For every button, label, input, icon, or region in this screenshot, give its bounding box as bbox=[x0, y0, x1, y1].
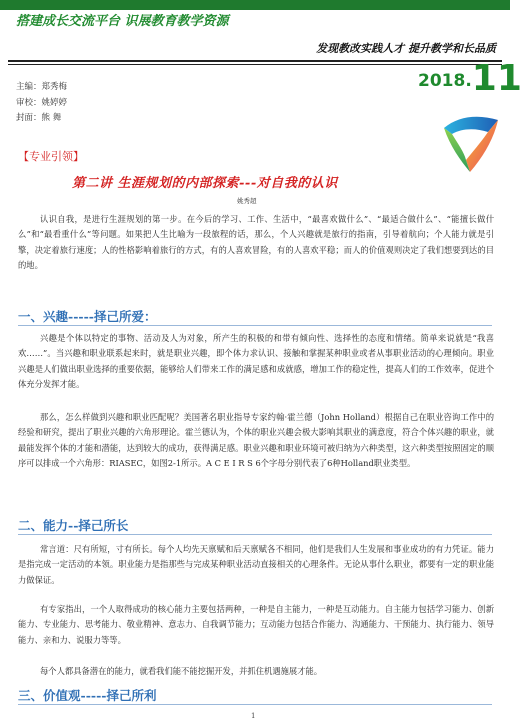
section-underline bbox=[18, 325, 492, 326]
section-heading-values: 三、价值观-----择己所利 bbox=[18, 688, 157, 703]
masthead-editor: 主编：郑秀梅 bbox=[16, 82, 68, 92]
section-heading-ability: 二、能力--择己所长 bbox=[18, 518, 129, 533]
issue-date bbox=[418, 58, 522, 99]
article-byline: 姚秀超 bbox=[237, 197, 257, 205]
intro-paragraph: 认识自我，是进行生涯规划的第一步。在今后的学习、工作、生活中，“最喜欢做什么”、“最适合做什么”、“能擅长做什么”和“最看重什么”等问题。如果把人生比喻为一段旅程的话，那么，个人兴趣就是旅行的指南，引导着航向；个人能力就是引擎，决定着旅行速度；人的性格影响着旅行的方式，有的人喜欢冒险，有的人喜欢平稳；而人的价值观则决定了我们想要到达的目的地。 bbox=[18, 214, 494, 270]
page-number: 1 bbox=[251, 712, 256, 720]
masthead-reviewer: 审校：姚婷婷 bbox=[16, 97, 68, 108]
body-paragraph: 每个人都具备潜在的能力，就看我们能不能挖掘开发，并抓住机遇施展才能。 bbox=[40, 666, 323, 676]
banner-green-bar bbox=[0, 0, 510, 10]
section-underline bbox=[18, 534, 492, 535]
masthead-cover: 封面：熊 舞 bbox=[16, 113, 62, 123]
body-paragraph: 常言道：尺有所短，寸有所长。每个人均先天禀赋和后天禀赋各不相同，他们是我们人生发展和事业成功的有力凭证。能力是指完成一定活动的本领。职业能力是指那些与完成某种职业活动直接相关的心理条件。无论从事什么职业，都要有一定的职业能力做保证。 bbox=[18, 544, 494, 585]
banner-title: 搭建成长交流平台 识展教育教学资源 bbox=[16, 14, 229, 29]
body-paragraph: 有专家指出，一个人取得成功的核心能力主要包括两种，一种是自主能力，一种是互动能力。自主能力包括学习能力、创新能力、专业能力、思考能力、敬业精神、意志力、自我调节能力；互动能力包括合作能力、沟通能力、干预能力、执行能力、领导能力、亲和力、说服力等等。 bbox=[18, 604, 494, 645]
section-underline bbox=[18, 704, 492, 705]
body-paragraph: 那么，怎么样做到兴趣和职业匹配呢？美国著名职业指导专家约翰·霍兰德（John Holland）根据自己在职业咨询工作中的经验和研究，提出了职业兴趣的六角形理论。霍兰德认为，个体的职业兴趣会极大影响其职业的满意度，符合个体兴趣的职业，就最能发挥个体的才能和潜能，达到较大的成功，获得满足感。职业兴趣和职业环境可被归纳为六种类型，这六种类型按照固定的顺序可以排成一个六角形：RIASEC，如图2-1所示。A C E I R S 6个字母分别代表了6种Holland职业类型。 bbox=[18, 412, 494, 468]
triangle-logo-icon bbox=[438, 98, 504, 180]
header-slogan: 发现教改实践人才 提升教学和长品质 bbox=[316, 42, 496, 55]
section-tag: 【专业引领】 bbox=[18, 150, 84, 163]
issue-month: 11 bbox=[471, 58, 522, 99]
body-paragraph: 兴趣是个体以特定的事物、活动及人为对象，所产生的积极的和带有倾向性、选择性的态度和情绪。简单来说就是“我喜欢……”。当兴趣和职业联系起来时，就是职业兴趣，即个体力求认识、接触和掌握某种职业或者从事职业活动的心理倾向。职业兴趣是人们做出职业选择的重要依据，能够给人们带来工作的满足感和成就感，增加工作的稳定性，提高人们的工作效率，促进个体充分发挥才能。 bbox=[18, 333, 494, 389]
article-title: 第二讲 生涯规划的内部探索---对自我的认识 bbox=[72, 176, 338, 191]
issue-year: 2018. bbox=[418, 71, 472, 91]
section-heading-interest: 一、兴趣-----择己所爱： bbox=[18, 309, 157, 324]
top-banner bbox=[0, 0, 510, 30]
masthead bbox=[16, 80, 67, 127]
